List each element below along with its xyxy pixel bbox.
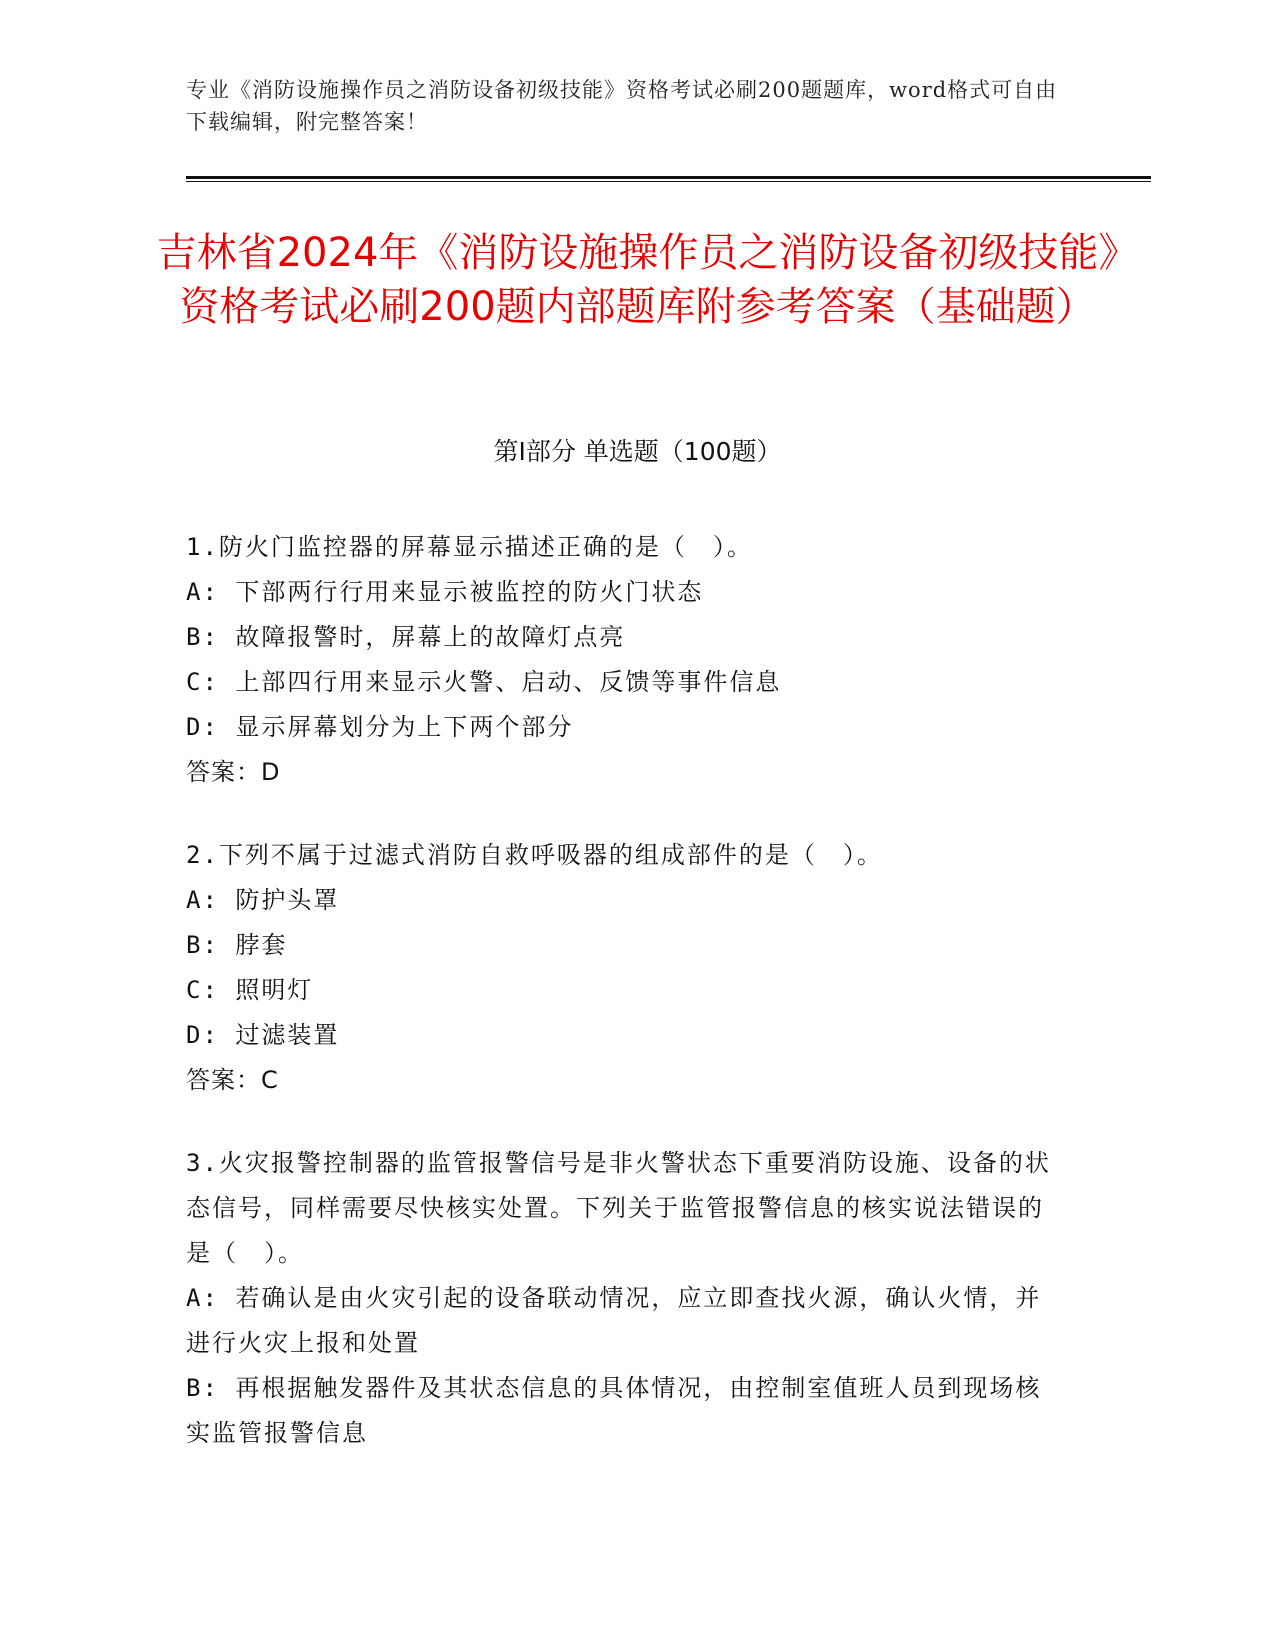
question-stem: 1.防火门监控器的屏幕显示描述正确的是（ ）。 [186,533,753,561]
option-a: A: 下部两行行用来显示被监控的防火门状态 [186,578,704,606]
option-b: B: 故障报警时，屏幕上的故障灯点亮 [186,623,626,651]
header-note: 专业《消防设施操作员之消防设备初级技能》资格考试必刷200题题库，word格式可自由下载编辑，附完整答案！ [186,78,1058,134]
question-list [186,525,1066,1494]
option-b: B: 脖套 [186,931,288,959]
option-c: C: 照明灯 [186,976,314,1004]
question-3 [186,1141,1066,1456]
question-2 [186,833,1066,1103]
question-stem: 3.火灾报警控制器的监管报警信号是非火警状态下重要消防设施、设备的状态信号，同样需要尽快核实处置。下列关于监管报警信息的核实说法错误的是（ ）。 [186,1149,1051,1267]
option-a: A: 防护头罩 [186,886,340,914]
option-d: D: 过滤装置 [186,1021,340,1049]
document-title: 吉林省2024年《消防设施操作员之消防设备初级技能》资格考试必刷200题内部题库附参考答案（基础题） [156,230,1119,330]
header-divider-thick [186,176,1151,179]
section-heading: 第I部分 单选题（100题） [493,437,782,466]
option-d: D: 显示屏幕划分为上下两个部分 [186,713,574,741]
option-c: C: 上部四行用来显示火警、启动、反馈等事件信息 [186,668,782,696]
option-a: A: 若确认是由火灾引起的设备联动情况，应立即查找火源，确认火情，并进行火灾上报和处置 [186,1284,1042,1357]
answer: 答案：D [186,758,281,786]
header-divider-thin [186,181,1151,182]
question-stem: 2.下列不属于过滤式消防自救呼吸器的组成部件的是（ ）。 [186,841,883,869]
option-b: B: 再根据触发器件及其状态信息的具体情况，由控制室值班人员到现场核实监管报警信息 [186,1374,1042,1447]
question-1 [186,525,1066,795]
answer: 答案：C [186,1066,279,1094]
